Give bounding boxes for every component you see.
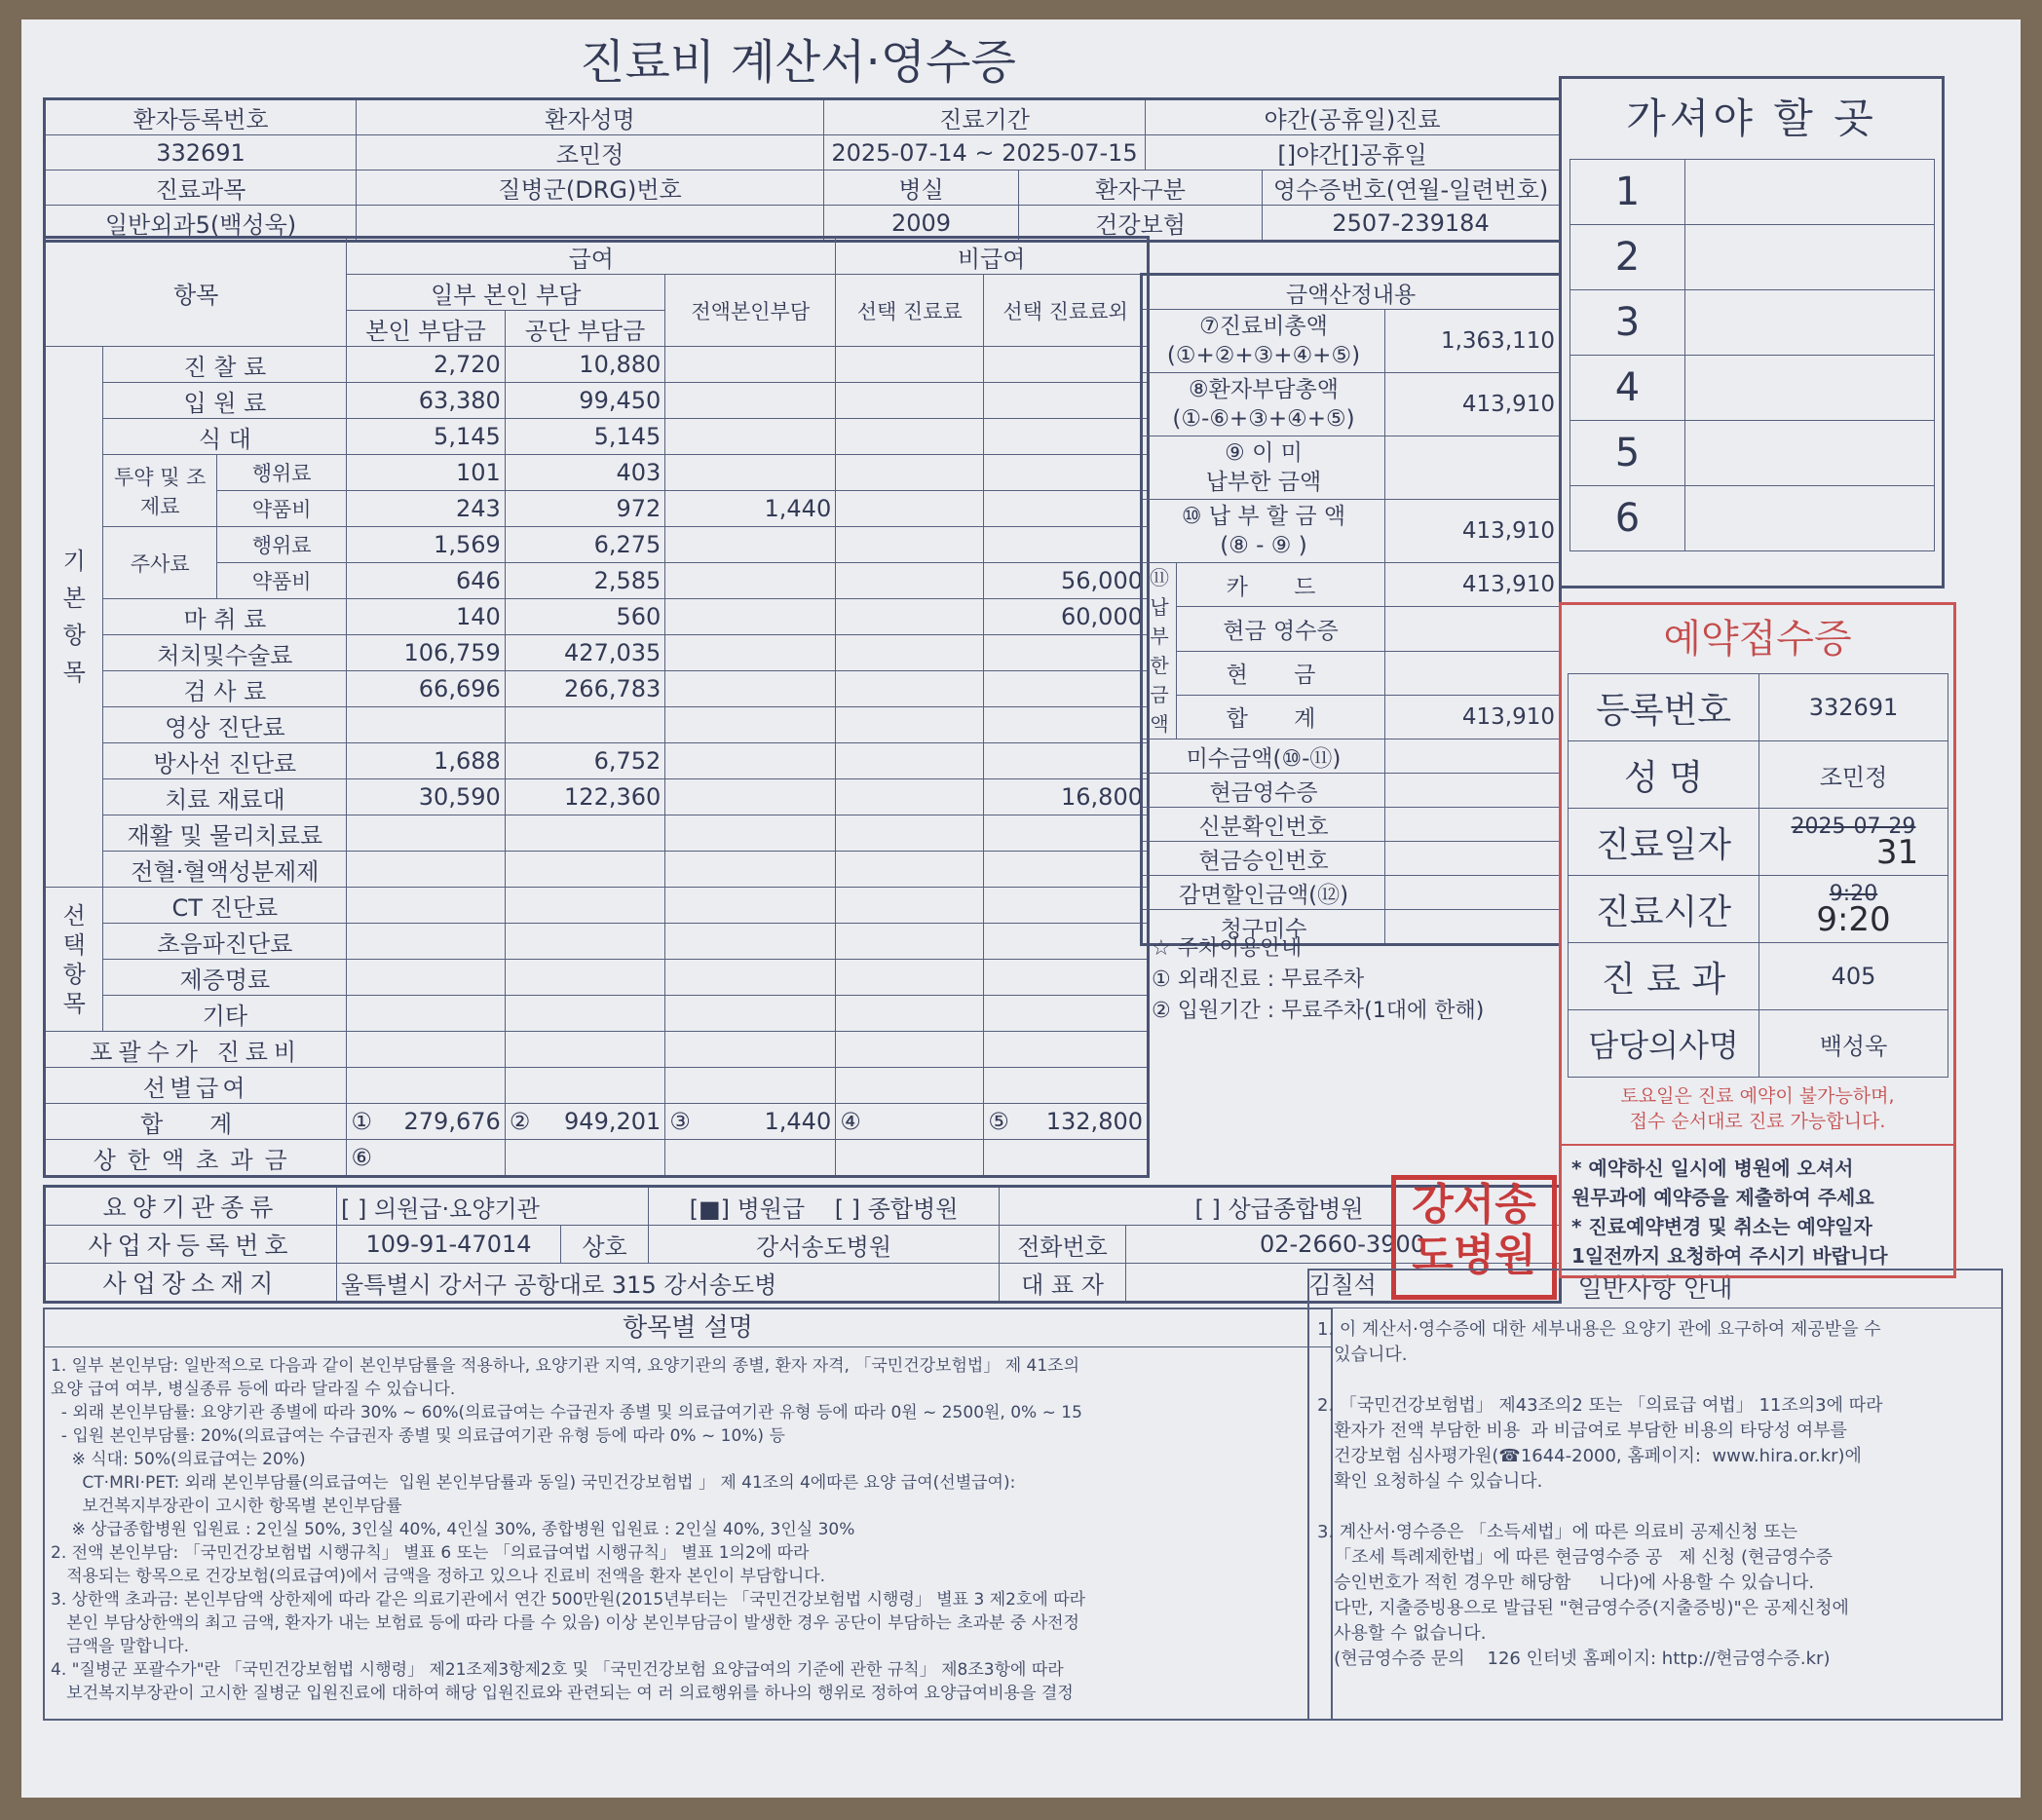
table-row (45, 419, 1149, 455)
row-select (836, 743, 984, 779)
row-corp-pay: 6,275 (505, 527, 665, 563)
dept-label: 진료과목 (45, 171, 357, 206)
row-self-pay (347, 815, 505, 852)
info-line: 「조세 특례제한법」에 따른 현금영수증 공 제 신청 (현금영수증 (1317, 1547, 1833, 1568)
destination-value (1685, 421, 1935, 486)
total-3: ③ 1,440 (665, 1104, 836, 1140)
destination-row (1570, 290, 1935, 356)
col-nonbenefit: 비급여 (836, 238, 1149, 275)
info-line (1317, 1368, 1882, 1393)
resv-dept: 405 (1759, 943, 1948, 1010)
row-label: 재활 및 물리치료료 (103, 815, 347, 852)
row-select (836, 491, 984, 527)
row-corp-pay (505, 852, 665, 888)
row-select (836, 671, 984, 707)
address-label: 사업장소재지 (45, 1264, 337, 1303)
ceo-label: 대 표 자 (1000, 1264, 1126, 1303)
card-label: 카 드 (1177, 563, 1385, 607)
info-line: 있습니다. (1317, 1345, 1408, 1365)
note-line: 4. "질병군 포괄수가"란 「국민건강보험법 시행령」 제21조제3항제2호 및 「국민건강보험 요양급여의 기준에 관한 규칙」 제8조3항에 따라 (51, 1660, 1064, 1680)
row-self-pay: 243 (347, 491, 505, 527)
biz-no-label: 사업자등록번호 (45, 1226, 337, 1264)
phone: 02-2660-3900 (1126, 1226, 1561, 1264)
resv-dept-label: 진 료 과 (1569, 943, 1759, 1010)
destination-number: 5 (1570, 421, 1685, 486)
destination-row (1570, 225, 1935, 290)
row-select-ex (984, 996, 1149, 1032)
row-label: 마 취 료 (103, 599, 347, 635)
row-corp-pay (505, 996, 665, 1032)
resv-date-label: 진료일자 (1569, 809, 1759, 876)
row-select (836, 996, 984, 1032)
row-select-ex (984, 347, 1149, 383)
note-line: 보건복지부장관이 고시한 항목별 본인부담률 (51, 1497, 402, 1516)
note-line: 금액을 말합니다. (51, 1637, 189, 1656)
row-select (836, 707, 984, 743)
cash-receipt-label: 현금 영수증 (1177, 607, 1385, 651)
facility-opt-2: [■] 병원급 [ ] 종합병원 (649, 1187, 1000, 1226)
info-line: 환자가 전액 부담한 비용 과 비급여로 부담한 비용의 타당성 여부를 (1317, 1421, 1847, 1441)
cash-receipt-value (1385, 607, 1561, 651)
note-line: 본인 부담상한액의 최고 금액, 환자가 내는 보험료 등에 따라 다를 수 있음) 이상 본인부담금이 발생한 경우 공단이 부담하는 초과분 중 사전정 (51, 1613, 1079, 1633)
table-row (45, 888, 1149, 924)
table-row (45, 671, 1149, 707)
row-label: 치료 재료대 (103, 779, 347, 815)
row-corp-pay: 122,360 (505, 779, 665, 815)
note-line: ※ 상급종합병원 입원료 : 2인실 50%, 3인실 40%, 4인실 30%, 종합병원 입원료 : 2인실 40%, 3인실 30% (51, 1520, 855, 1539)
cap-value: ⑥ (347, 1140, 505, 1177)
note-line: 1. 일부 본인부담: 일반적으로 다음과 같이 본인부담률을 적용하나, 요양기관 지역, 요양기관의 종별, 환자 자격, 「국민건강보험법」 제 41조의 (51, 1356, 1080, 1376)
row-select-ex (984, 671, 1149, 707)
note-line: 2. 전액 본인부담: 「국민건강보험법 시행규칙」 별표 6 또는 「의료급여법 시행규칙」 별표 1의2에 따라 (51, 1543, 810, 1563)
drg-fee-label: 포괄수가 진료비 (45, 1032, 347, 1068)
row-corp-pay (505, 960, 665, 996)
destination-number: 6 (1570, 486, 1685, 551)
row-self-pay: 106,759 (347, 635, 505, 671)
row-label: 식 대 (103, 419, 347, 455)
row-corp-pay: 266,783 (505, 671, 665, 707)
total-label: 합 계 (45, 1104, 347, 1140)
dept: 일반외과5(백성욱) (45, 206, 357, 242)
total-1: ① 279,676 (347, 1104, 505, 1140)
row-label: 처치및수술료 (103, 635, 347, 671)
row-self-pay: 30,590 (347, 779, 505, 815)
row-corp-pay: 560 (505, 599, 665, 635)
night-value: []야간[]공휴일 (1146, 135, 1561, 171)
row-select (836, 383, 984, 419)
due-value: 413,910 (1385, 500, 1561, 563)
reg-no: 332691 (45, 135, 357, 171)
room: 2009 (824, 206, 1019, 242)
table-row (45, 347, 1149, 383)
col-full: 전액본인부담 (665, 275, 836, 347)
destination-value (1685, 356, 1935, 421)
row-select (836, 888, 984, 924)
destination-row (1570, 421, 1935, 486)
destination-title: 가셔야 할 곳 (1626, 95, 1877, 142)
table-row (45, 707, 1149, 743)
row-select-ex: 60,000 (984, 599, 1149, 635)
row-select (836, 815, 984, 852)
row-full-pay (665, 815, 836, 852)
note-line: 보건복지부장관이 고시한 질병군 입원진료에 대하여 해당 입원진료와 관련되는 여 러 의료행위를 하나의 행위로 정하여 요양급여비용을 결정 (51, 1684, 1074, 1703)
cash-label: 현 금 (1177, 651, 1385, 695)
resv-name-label: 성 명 (1569, 741, 1759, 809)
row-self-pay: 101 (347, 455, 505, 491)
row-label: 제증명료 (103, 960, 347, 996)
col-select-ex: 선택 진료료외 (984, 275, 1149, 347)
table-row (45, 815, 1149, 852)
row-label: 초음파진단료 (103, 924, 347, 960)
resv-date: 2025-07-29 31 (1759, 809, 1948, 876)
receipt-no: 2507-239184 (1263, 206, 1561, 242)
row-select (836, 852, 984, 888)
row-select (836, 924, 984, 960)
facility-type-label: 요양기관종류 (45, 1187, 337, 1226)
discount-label: 감면할인금액(⑫) (1142, 876, 1385, 910)
info-line: 3. 계산서·영수증은 「소득세법」에 따른 의료비 공제신청 또는 (1317, 1522, 1798, 1542)
info-title: 일반사항 안내 (1309, 1270, 2001, 1308)
row-corp-pay: 6,752 (505, 743, 665, 779)
row-full-pay (665, 779, 836, 815)
row-full-pay (665, 419, 836, 455)
total-5: ⑤ 132,800 (984, 1104, 1149, 1140)
notes-title: 항목별 설명 (45, 1309, 1331, 1347)
row-full-pay: 1,440 (665, 491, 836, 527)
hospital-seal: 강서송도병원 (1391, 1175, 1557, 1300)
cash-receipt-row: 현금영수증 (1142, 774, 1385, 808)
row-full-pay (665, 563, 836, 599)
unpaid-label: 미수금액(⑩-⑪) (1142, 739, 1385, 774)
row-self-pay: 1,688 (347, 743, 505, 779)
info-line: 확인 요청하실 수 있습니다. (1317, 1471, 1543, 1492)
sum-value: 413,910 (1385, 695, 1561, 739)
row-label: 약품비 (217, 563, 347, 599)
cap-label: 상한액초과금 (45, 1140, 347, 1177)
row-full-pay (665, 635, 836, 671)
col-partial: 일부 본인 부담 (347, 275, 665, 311)
night-label: 야간(공휴일)진료 (1146, 99, 1561, 135)
row-self-pay (347, 888, 505, 924)
parking-title: ☆ 주차이용안내 (1152, 936, 1303, 961)
type-label: 환자구분 (1019, 171, 1263, 206)
col-item: 항목 (45, 238, 347, 347)
row-select (836, 779, 984, 815)
row-full-pay (665, 347, 836, 383)
claim-unpaid-label: 청구미수 (1142, 910, 1385, 945)
row-corp-pay: 403 (505, 455, 665, 491)
destination-number: 2 (1570, 225, 1685, 290)
row-label: 영상 진단료 (103, 707, 347, 743)
resv-doctor: 백성욱 (1759, 1010, 1948, 1078)
table-row (45, 599, 1149, 635)
group-basic-label: 기본항목 (45, 347, 103, 888)
row-self-pay: 66,696 (347, 671, 505, 707)
total-4: ④ (836, 1104, 984, 1140)
info-line: 1. 이 계산서·영수증에 대한 세부내용은 요양기 관에 요구하여 제공받을 수 (1317, 1319, 1881, 1340)
total-fee-value: 1,363,110 (1385, 310, 1561, 373)
row-self-pay: 140 (347, 599, 505, 635)
info-line: 2. 「국민건강보험법」 제43조의2 또는 「의료급 여법」 11조의3에 따라 (1317, 1395, 1883, 1416)
ceo: 김칠석 (1126, 1264, 1561, 1303)
info-line: 다만, 지출증빙용으로 발급된 "현금영수증(지출증빙)"은 공제신청에 (1317, 1598, 1849, 1618)
row-label: 방사선 진단료 (103, 743, 347, 779)
biz-no: 109-91-47014 (337, 1226, 561, 1264)
row-self-pay: 646 (347, 563, 505, 599)
row-select-ex (984, 743, 1149, 779)
resv-time-label: 진료시간 (1569, 876, 1759, 943)
col-benefit: 급여 (347, 238, 836, 275)
pay-group-label: ⑪ 납부한금액 (1142, 563, 1177, 739)
row-self-pay (347, 924, 505, 960)
row-self-pay (347, 960, 505, 996)
resv-time-handwritten: 9:20 (1816, 899, 1891, 939)
patient-type: 건강보험 (1019, 206, 1263, 242)
total-fee-label: ⑦진료비총액 (①+②+③+④+⑤) (1142, 310, 1385, 373)
hospital-name-label: 상호 (561, 1226, 649, 1264)
row-select-ex (984, 455, 1149, 491)
row-select-ex (984, 527, 1149, 563)
info-box (1307, 1269, 2003, 1721)
row-label: 진 찰 료 (103, 347, 347, 383)
parking-info (1152, 933, 1559, 1027)
patient-total-value: 413,910 (1385, 373, 1561, 436)
total-2: ② 949,201 (505, 1104, 665, 1140)
row-select (836, 527, 984, 563)
row-full-pay (665, 996, 836, 1032)
info-line: 사용할 수 없습니다. (1317, 1623, 1487, 1644)
row-select-ex (984, 924, 1149, 960)
approval-label: 현금승인번호 (1142, 842, 1385, 876)
name-label: 환자성명 (357, 99, 824, 135)
resv-instructions: * 예약하신 일시에 병원에 오셔서 원무과에 예약증을 제출하여 주세요 * 진료예약변경 및 취소는 예약일자 1일전까지 요청하여 주시기 바랍니다 (1562, 1144, 1953, 1278)
receipt-paper (21, 19, 2021, 1798)
destination-table (1569, 159, 1935, 551)
col-self: 본인 부담금 (347, 311, 505, 347)
note-line: 적용되는 항목으로 건강보험(의료급여)에서 금액을 정하고 있으나 진료비 전액을 환자 본인이 부담합니다. (51, 1567, 826, 1586)
row-select-ex (984, 852, 1149, 888)
info-line (1317, 1495, 1882, 1520)
row-full-pay (665, 671, 836, 707)
calc-header: 금액산정내용 (1142, 275, 1561, 310)
row-corp-pay: 2,585 (505, 563, 665, 599)
paid-label: ⑨ 이 미 납부한 금액 (1142, 436, 1385, 500)
items-table (43, 236, 1150, 1178)
card-value: 413,910 (1385, 563, 1561, 607)
row-corp-pay (505, 888, 665, 924)
id-no-label: 신분확인번호 (1142, 808, 1385, 842)
facility-opt-4: [ ] 상급종합병원 (1000, 1187, 1561, 1226)
table-row (45, 455, 1149, 491)
reg-no-label: 환자등록번호 (45, 99, 357, 135)
destination-row (1570, 160, 1935, 225)
resv-reg: 332691 (1759, 674, 1948, 741)
resv-time: 9:20 9:20 (1759, 876, 1948, 943)
patient-info-table (43, 97, 1562, 243)
note-line: ※ 식대: 50%(의료급여는 20%) (51, 1450, 306, 1469)
row-label: 검 사 료 (103, 671, 347, 707)
col-select: 선택 진료료 (836, 275, 984, 347)
destination-row (1570, 356, 1935, 421)
group-inject-label: 주사료 (103, 527, 217, 599)
info-line: (현금영수증 문의 126 인터넷 홈페이지: http://현금영수증.kr) (1317, 1649, 1831, 1669)
note-line: - 입원 본인부담률: 20%(의료급여는 수급권자 종별 및 의료급여기관 유형 등에 따라 0% ~ 10%) 등 (51, 1426, 785, 1446)
drg-label: 질병군(DRG)번호 (357, 171, 824, 206)
patient-name: 조민정 (357, 135, 824, 171)
sel-benefit-label: 선별급여 (45, 1068, 347, 1104)
destination-number: 3 (1570, 290, 1685, 356)
row-select (836, 635, 984, 671)
period: 2025-07-14 ~ 2025-07-15 (824, 135, 1146, 171)
row-select (836, 419, 984, 455)
hospital-name: 강서송도병원 (649, 1226, 1000, 1264)
table-row (45, 960, 1149, 996)
cash-value (1385, 651, 1561, 695)
receipt-no-label: 영수증번호(연월-일련번호) (1263, 171, 1561, 206)
page-title: 진료비 계산서·영수증 (580, 35, 1016, 90)
col-corp: 공단 부담금 (505, 311, 665, 347)
row-full-pay (665, 960, 836, 996)
row-select-ex (984, 419, 1149, 455)
row-full-pay (665, 852, 836, 888)
info-line: 승인번호가 적힌 경우만 해당함 니다)에 사용할 수 있습니다. (1317, 1573, 1815, 1593)
resv-date-handwritten: 31 (1875, 832, 1919, 872)
row-full-pay (665, 888, 836, 924)
row-corp-pay (505, 924, 665, 960)
row-select (836, 347, 984, 383)
note-line: 요양 급여 여부, 병실종류 등에 따라 달라질 수 있습니다. (51, 1380, 456, 1399)
patient-total-label: ⑧환자부담총액 (①-⑥+③+④+⑤) (1142, 373, 1385, 436)
row-label: 전혈·혈액성분제제 (103, 852, 347, 888)
resv-reg-label: 등록번호 (1569, 674, 1759, 741)
table-row (45, 635, 1149, 671)
row-label: 행위료 (217, 527, 347, 563)
row-full-pay (665, 599, 836, 635)
row-select (836, 599, 984, 635)
due-label: ⑩ 납 부 할 금 액 (⑧ - ⑨ ) (1142, 500, 1385, 563)
calc-table (1140, 273, 1562, 946)
resv-notice: 토요일은 진료 예약이 불가능하며, 접수 순서대로 진료 가능합니다. (1620, 1085, 1895, 1132)
row-corp-pay: 10,880 (505, 347, 665, 383)
row-select (836, 960, 984, 996)
group-selected-label: 선택항목 (45, 888, 103, 1032)
row-self-pay (347, 852, 505, 888)
row-label: 입 원 료 (103, 383, 347, 419)
row-self-pay: 1,569 (347, 527, 505, 563)
reservation-title: 예약접수증 (1663, 617, 1852, 662)
resv-name: 조민정 (1759, 741, 1948, 809)
row-corp-pay (505, 707, 665, 743)
note-line: - 외래 본인부담률: 요양기관 종별에 따라 30% ~ 60%(의료급여는 수급권자 종별 및 의료급여기관 유형 등에 따라 0원 ~ 2500원, 0% ~ 15 (51, 1403, 1082, 1422)
table-row (45, 996, 1149, 1032)
room-label: 병실 (824, 171, 1019, 206)
address: 울특별시 강서구 공항대로 315 강서송도병 (337, 1264, 1000, 1303)
group-drug-label: 투약 및 조제료 (103, 455, 217, 527)
reservation-card (1559, 602, 1956, 1278)
sum-label: 합 계 (1177, 695, 1385, 739)
row-full-pay (665, 527, 836, 563)
destination-value (1685, 225, 1935, 290)
resv-doctor-label: 담당의사명 (1569, 1010, 1759, 1078)
row-select-ex (984, 635, 1149, 671)
row-label: 행위료 (217, 455, 347, 491)
row-select-ex (984, 383, 1149, 419)
row-corp-pay: 5,145 (505, 419, 665, 455)
parking-line-2: ② 입원기간 : 무료주차(1대에 한해) (1152, 999, 1485, 1023)
row-select (836, 563, 984, 599)
reservation-table (1568, 673, 1948, 1078)
row-label: 약품비 (217, 491, 347, 527)
note-line: 3. 상한액 초과금: 본인부담액 상한제에 따라 같은 의료기관에서 연간 500만원(2015년부터는 「국민건강보험법 시행령」 별표 3 제2호에 따라 (51, 1590, 1086, 1610)
table-row (45, 779, 1149, 815)
table-row (45, 924, 1149, 960)
row-full-pay (665, 743, 836, 779)
row-select (836, 455, 984, 491)
destination-value (1685, 486, 1935, 551)
parking-line-1: ① 외래진료 : 무료주차 (1152, 967, 1365, 992)
row-select-ex (984, 960, 1149, 996)
row-self-pay: 63,380 (347, 383, 505, 419)
row-label: 기타 (103, 996, 347, 1032)
facility-opt-1: [ ] 의원급·요양기관 (337, 1187, 649, 1226)
destination-box (1559, 76, 1945, 588)
row-corp-pay: 972 (505, 491, 665, 527)
info-line: 건강보험 심사평가원(☎1644-2000, 홈페이지: www.hira.or.kr)에 (1317, 1446, 1862, 1466)
row-self-pay: 2,720 (347, 347, 505, 383)
row-corp-pay: 427,035 (505, 635, 665, 671)
row-self-pay: 5,145 (347, 419, 505, 455)
table-row (45, 852, 1149, 888)
phone-label: 전화번호 (1000, 1226, 1126, 1264)
period-label: 진료기간 (824, 99, 1146, 135)
row-full-pay (665, 455, 836, 491)
note-line: CT·MRI·PET: 외래 본인부담률(의료급여는 입원 본인부담률과 동일) 국민건강보험법 」 제 41조의 4에따른 요양 급여(선별급여): (51, 1473, 1016, 1493)
row-full-pay (665, 924, 836, 960)
row-select-ex (984, 888, 1149, 924)
row-select-ex: 56,000 (984, 563, 1149, 599)
row-label: CT 진단료 (103, 888, 347, 924)
row-select-ex: 16,800 (984, 779, 1149, 815)
table-row (45, 383, 1149, 419)
row-self-pay (347, 996, 505, 1032)
row-select-ex (984, 491, 1149, 527)
destination-value (1685, 160, 1935, 225)
row-select-ex (984, 815, 1149, 852)
destination-row (1570, 486, 1935, 551)
facility-opt-3: [ ] 종합병원 (834, 1194, 959, 1223)
row-corp-pay: 99,450 (505, 383, 665, 419)
destination-value (1685, 290, 1935, 356)
row-full-pay (665, 707, 836, 743)
destination-number: 4 (1570, 356, 1685, 421)
table-row (45, 527, 1149, 563)
table-row (45, 743, 1149, 779)
paid-value (1385, 436, 1561, 500)
row-self-pay (347, 707, 505, 743)
row-full-pay (665, 383, 836, 419)
row-select-ex (984, 707, 1149, 743)
notes-box (43, 1308, 1333, 1721)
row-corp-pay (505, 815, 665, 852)
destination-number: 1 (1570, 160, 1685, 225)
